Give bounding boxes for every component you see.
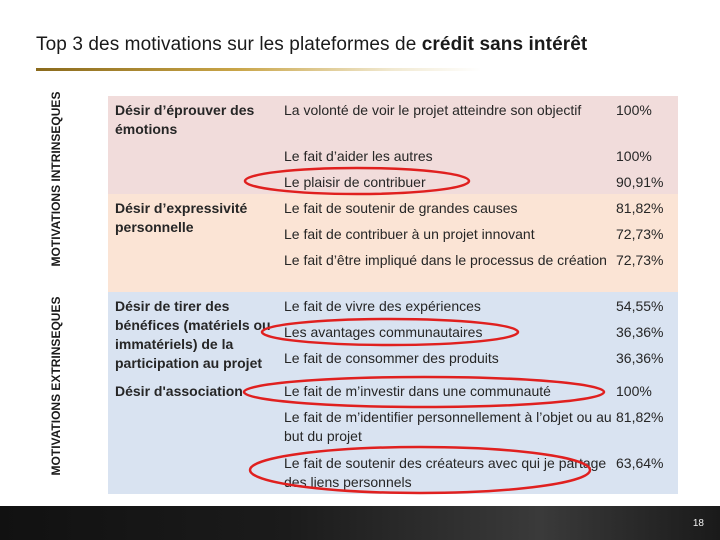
- row-item-8: Les avantages communautaires: [284, 324, 483, 340]
- category-expressivity: Désir d’expressivité personnelle: [115, 200, 248, 235]
- row-pct-6: 72,73%: [616, 252, 664, 268]
- row-item-2: Le fait d’aider les autres: [284, 148, 433, 164]
- highlight-oval-avantages: [262, 319, 518, 345]
- highlight-oval-communaute: [244, 377, 604, 407]
- category-benefits: Désir de tirer des bénéfices (matériels ou immatériels) de la participation au projet: [115, 298, 271, 371]
- row-pct-1: 100%: [616, 102, 652, 118]
- row-item-10: Le fait de m’investir dans une communauté: [284, 383, 551, 399]
- page-number: 18: [692, 518, 704, 529]
- row-pct-11: 81,82%: [616, 409, 664, 425]
- highlight-oval-plaisir: [245, 168, 469, 194]
- footer-bar: [0, 506, 720, 540]
- row-item-5: Le fait de contribuer à un projet innovant: [284, 226, 535, 242]
- row-item-11: Le fait de m’identifier personnellement à l’objet ou au but du projet: [284, 409, 612, 444]
- side-label-intrinsic: MOTIVATIONS INTRINSEQUES: [49, 91, 63, 267]
- category-association: Désir d'association: [115, 383, 243, 399]
- row-pct-8: 36,36%: [616, 324, 664, 340]
- row-pct-10: 100%: [616, 383, 652, 399]
- row-item-7: Le fait de vivre des expériences: [284, 298, 481, 314]
- title-bold: crédit sans intérêt: [421, 34, 588, 55]
- title-prefix: Top 3 des motivations sur les plateformes de: [36, 34, 422, 55]
- row-pct-3: 90,91%: [616, 174, 664, 190]
- row-item-4: Le fait de soutenir de grandes causes: [284, 200, 518, 216]
- row-pct-4: 81,82%: [616, 200, 664, 216]
- row-item-6: Le fait d’être impliqué dans le processus de création: [284, 252, 607, 268]
- highlight-oval-createurs: [250, 447, 590, 493]
- row-item-9: Le fait de consommer des produits: [284, 350, 499, 366]
- row-item-3: Le plaisir de contribuer: [284, 174, 426, 190]
- row-pct-7: 54,55%: [616, 298, 664, 314]
- row-pct-9: 36,36%: [616, 350, 664, 366]
- row-item-12: Le fait de soutenir des créateurs avec qui je partage des liens personnels: [284, 455, 607, 490]
- row-pct-12: 63,64%: [616, 455, 664, 471]
- category-emotions: Désir d’éprouver des émotions: [115, 102, 255, 137]
- side-label-extrinsic: MOTIVATIONS EXTRINSEQUES: [49, 296, 63, 476]
- row-pct-5: 72,73%: [616, 226, 664, 242]
- row-item-1: La volonté de voir le projet atteindre son objectif: [284, 102, 582, 118]
- row-pct-2: 100%: [616, 148, 652, 164]
